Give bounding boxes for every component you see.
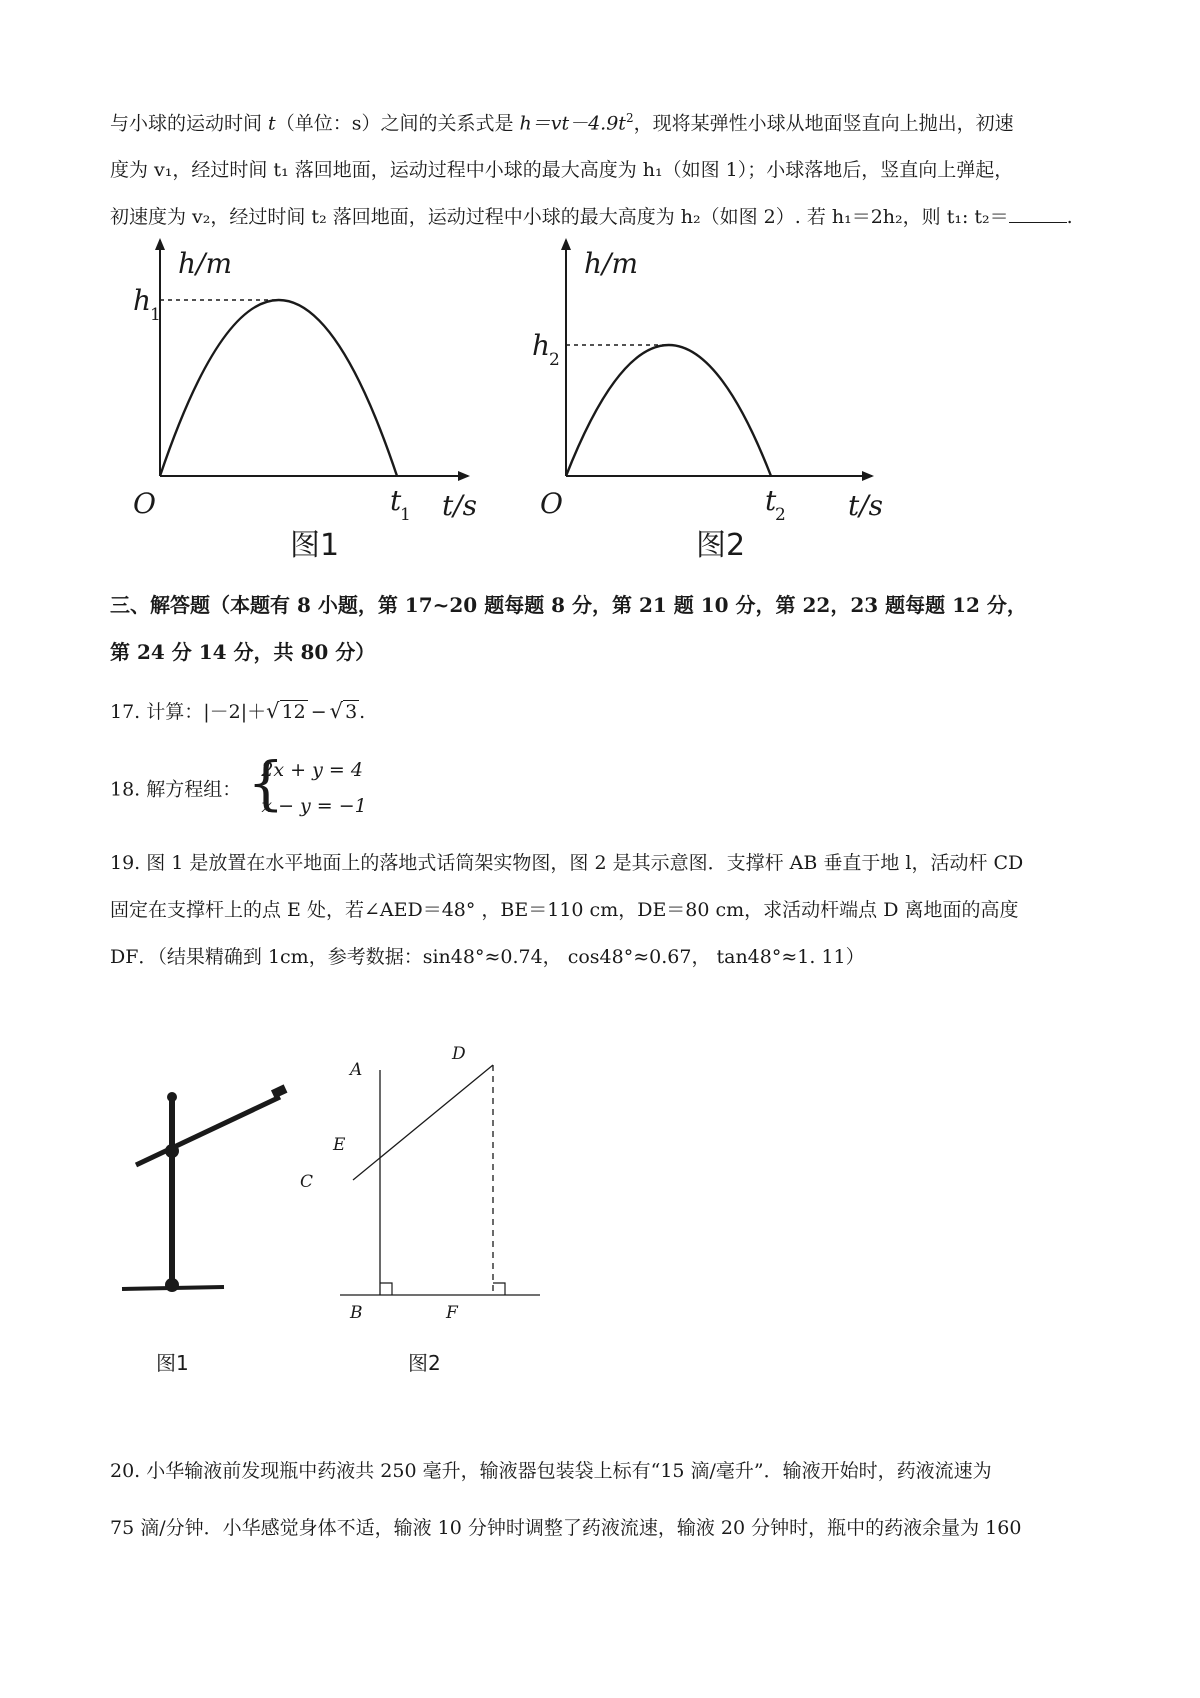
q17-prefix: 17. 计算： [110,701,204,723]
graph-1 [133,240,477,560]
g2-y-axis-label: h/m [584,247,639,280]
g1-x-axis-label: t/s [442,489,478,522]
q18-equation-system [247,749,367,824]
g2-peak-sub: 2 [549,350,560,370]
g1-caption: 图1 [290,528,340,560]
q17-radicand-1: 12 [281,701,306,723]
q16-formula: h＝vt－4.9t [519,112,626,135]
question-18 [110,749,367,824]
q19-line-1: 19. 图 1 是放置在水平地面上的落地式话筒架实物图，图 2 是其示意图．支撑杆 AB 垂直于地 l，活动杆 CD [110,852,1024,874]
q20-line-2: 75 滴/分钟．小华感觉身体不适，输液 10 分钟时调整了药液流速，输液 20 分钟时，瓶中的药液余量为 160 [110,1517,1022,1539]
q17-sqrt-sign-1: √ [266,699,280,723]
right-angle-b [380,1283,392,1295]
g1-peak-label: h [133,284,152,317]
stand-top-knob [167,1092,177,1102]
label-b: B [350,1303,363,1323]
graph-2 [532,240,883,560]
q18-equation-1: 2x + y = 4 [261,759,363,781]
question-17 [110,697,365,724]
g2-parabola [566,345,771,476]
section-3-line-2: 第 24 分 14 分，共 80 分） [110,640,376,664]
fig2-caption: 图2 [408,1351,441,1375]
q17-radicand-2: 3 [345,701,358,723]
q16-text-a: 与小球的运动时间 [110,112,269,135]
g1-origin-label: O [133,487,156,520]
q16-text-c: ，现将某弹性小球从地面竖直向上抛出，初速 [633,112,1014,135]
g1-y-axis-label: h/m [178,247,233,280]
section-3-heading [110,582,1100,676]
stand-boom-arm [136,1097,280,1165]
stand-joint-e [165,1144,179,1158]
question-20-text [110,1448,1100,1552]
g2-x-axis-label: t/s [848,489,884,522]
section-3-line-1: 三、解答题（本题有 8 小题，第 17~20 题每题 8 分，第 21 题 10 分，第 22，23 题每题 12 分， [110,593,1027,617]
q16-line-2: 度为 v₁，经过时间 t₁ 落回地面，运动过程中小球的最大高度为 h₁（如图 1）；小球落地后，竖直向上弹起， [110,159,1014,182]
q16-var-t: t [268,112,276,135]
g2-t-sub: 2 [775,505,786,525]
question-16-text [110,95,1100,241]
q18-equation-2: x − y = −1 [261,795,367,817]
right-angle-f [493,1283,505,1295]
g2-peak-label: h [532,329,551,362]
stand-base-joint [165,1278,179,1292]
g1-t-sub: 1 [400,505,411,525]
height-time-graphs [0,230,1200,560]
microphone-stand-figure [122,1084,287,1375]
q16-text-d: 初速度为 v₂，经过时间 t₂ 落回地面，运动过程中小球的最大高度为 h₂（如图 2）. 若 h₁＝2h₂，则 t₁: t₂＝ [110,206,1009,229]
stand-clamp [169,1175,175,1187]
microphone-icon [271,1084,287,1098]
q16-line-1 [110,95,1100,147]
schematic-figure [300,1044,540,1375]
label-d: D [452,1044,466,1064]
q19-line-3: DF．（结果精确到 1cm，参考数据：sin48°≈0.74， cos48°≈0.67， tan48°≈1. 11） [110,946,865,968]
rod-cd [353,1065,493,1180]
question-19-text [110,840,1100,981]
q17-abs-value: |－2|＋ [203,701,267,723]
label-c: C [300,1172,314,1192]
q19-figures [100,1015,700,1395]
q16-text-b: （单位：s）之间的关系式是 [275,112,520,135]
q17-period: . [359,701,366,723]
q20-line-1: 20. 小华输液前发现瓶中药液共 250 毫升，输液器包装袋上标有“15 滴/毫升”．输液开始时，药液流速为 [110,1460,992,1482]
fig1-caption: 图1 [156,1351,189,1375]
g1-parabola [160,300,397,476]
g2-t-label: t [765,484,777,517]
g2-origin-label: O [540,487,563,520]
g1-peak-sub: 1 [150,305,161,325]
g1-t-label: t [390,484,402,517]
q18-prefix: 18. 解方程组： [110,778,242,801]
q18-brace: { [247,749,285,817]
q16-formula-exponent: 2 [625,111,634,125]
g2-caption: 图2 [696,528,746,560]
q17-minus: − [310,701,327,723]
q19-line-2: 固定在支撑杆上的点 E 处，若∠AED＝48° ，BE＝110 cm，DE＝80 cm，求活动杆端点 D 离地面的高度 [110,899,1019,921]
q16-period: . [1066,206,1073,229]
label-a: A [350,1060,363,1080]
label-e: E [333,1135,346,1155]
q17-sqrt-sign-2: √ [329,699,344,723]
label-f: F [446,1303,458,1323]
answer-blank[interactable] [1009,204,1067,223]
